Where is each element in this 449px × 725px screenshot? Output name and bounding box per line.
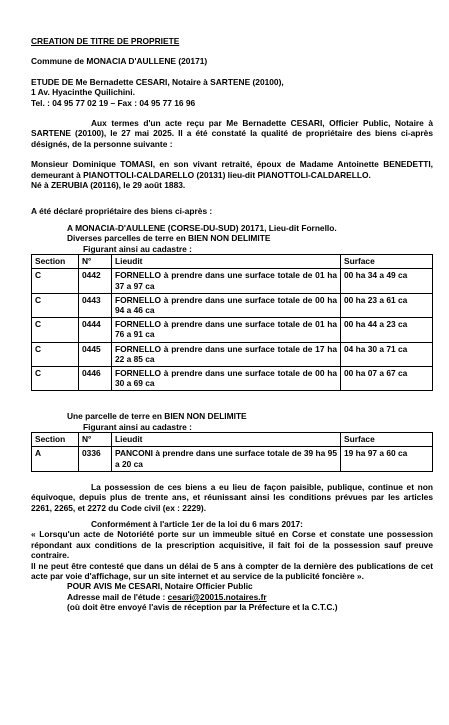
table-row [32,342,433,366]
cell-lieudit: FORNELLO à prendre dans une surface totale de 01 ha 37 a 97 ca [112,269,341,293]
cell-lieudit: FORNELLO à prendre dans une surface totale de 17 ha 22 a 85 ca [112,342,341,366]
cell-num: 0442 [79,269,112,293]
cadastre-table-2 [31,432,433,472]
cell-num: 0444 [79,318,112,342]
col-section: Section [32,255,79,269]
col-lieudit: Lieudit [112,255,341,269]
table-row [32,447,433,471]
cell-surface: 00 ha 34 a 49 ca [341,269,433,293]
cadastre-table-1 [31,254,433,391]
cell-num: 0446 [79,366,112,390]
law-quote-1: « Lorsqu'un acte de Notoriété porte sur un immeuble situé en Corse et constate une possession répondant aux conditions de la prescription acquisitive, il fait foi de la possession sauf preuve contraire. [31,529,433,561]
pour-avis-line: POUR AVIS Me CESARI, Notaire Officier Public [67,581,253,592]
etude-line-2: 1 Av. Hyacinthe Quilichini. [31,87,135,98]
birth-line: Né à ZERUBIA (20116), le 29 août 1883. [31,180,186,191]
etude-line-1: ETUDE DE Me Bernadette CESARI, Notaire à SARTENE (20100), [31,76,284,87]
cell-surface: 04 ha 30 a 71 ca [341,342,433,366]
law-quote-2: Il ne peut être contesté que dans un délai de 5 ans à compter de la dernière des publications de cet acte par voie d'affichage, sur un site internet et au service de la publicité foncière ». [31,560,433,581]
notice-page [31,36,433,613]
col-num: N° [79,433,112,447]
owner-paragraph: Monsieur Dominique TOMASI, en son vivant retraité, époux de Madame Antoinette BENEDETTI, demeurant à PIANOTTOLI-CALDARELLO (20131) lieu-dit PIANOTTOLI-CALDARELLO. [31,159,433,180]
email-link[interactable]: cesari@20015.notaires.fr [167,591,267,602]
tel-fax-line: Tel. : 04 95 77 02 19 – Fax : 04 95 77 16 96 [31,97,196,108]
possession-paragraph: La possession de ces biens a eu lieu de façon paisible, publique, continue et non équivoque, depuis plus de trente ans, et réunissant ainsi les conditions prévues par les articles 2261, 2265, et 2272 du Code civil (ex : 2229). [31,481,433,513]
intro-paragraph: Aux termes d'un acte reçu par Me Bernadette CESARI, Officier Public, Notaire à SARTENE (20100), le 27 mai 2025. Il a été constaté la qualité de propriétaire des biens ci-après désignés, de la personne suivante : [31,118,433,149]
col-surface: Surface [341,433,433,447]
email-line [31,592,433,602]
table-row [32,269,433,293]
table-row [32,293,433,317]
table-row [32,366,433,390]
declared-line: A été déclaré propriétaire des biens ci-après : [31,206,213,217]
commune-line: Commune de MONACIA D'AULLENE (20171) [31,56,208,67]
table-header-row [32,255,433,269]
cell-section: C [32,366,79,390]
cell-section: C [32,318,79,342]
reception-note: (où doit être envoyé l'avis de réception par la Préfecture et la C.T.C.) [67,602,338,613]
cell-num: 0445 [79,342,112,366]
cadastre-label-1: Figurant ainsi au cadastre : [83,243,192,254]
document-title: CREATION DE TITRE DE PROPRIETE [31,36,180,46]
col-section: Section [32,433,79,447]
cell-surface: 00 ha 44 a 23 ca [341,318,433,342]
location-line: A MONACIA-D'AULLENE (CORSE-DU-SUD) 20171, Lieu-dit Fornello. [67,222,337,233]
col-surface: Surface [341,255,433,269]
cell-lieudit: FORNELLO à prendre dans une surface totale de 00 ha 30 a 69 ca [112,366,341,390]
cell-surface: 00 ha 23 a 61 ca [341,293,433,317]
cell-section: A [32,447,79,471]
cell-lieudit: FORNELLO à prendre dans une surface totale de 00 ha 94 a 46 ca [112,293,341,317]
col-num: N° [79,255,112,269]
cell-lieudit: PANCONI à prendre dans une surface totale de 39 ha 95 a 20 ca [112,447,341,471]
col-lieudit: Lieudit [112,433,341,447]
cell-num: 0443 [79,293,112,317]
cell-surface: 00 ha 07 a 67 ca [341,366,433,390]
cadastre-label-2: Figurant ainsi au cadastre : [83,421,192,432]
cell-section: C [32,269,79,293]
email-label: Adresse mail de l'étude : [67,591,168,602]
table-header-row [32,433,433,447]
parcels-description: Diverses parcelles de terre en BIEN NON DELIMITE [67,233,271,244]
law-reference: Conformément à l'article 1er de la loi du 6 mars 2017: [91,518,303,529]
cell-section: C [32,342,79,366]
cell-surface: 19 ha 97 a 60 ca [341,447,433,471]
table-row [32,318,433,342]
cell-num: 0336 [79,447,112,471]
cell-section: C [32,293,79,317]
single-parcel-description: Une parcelle de terre en BIEN NON DELIMITE [67,411,247,422]
cell-lieudit: FORNELLO à prendre dans une surface totale de 01 ha 76 a 91 ca [112,318,341,342]
